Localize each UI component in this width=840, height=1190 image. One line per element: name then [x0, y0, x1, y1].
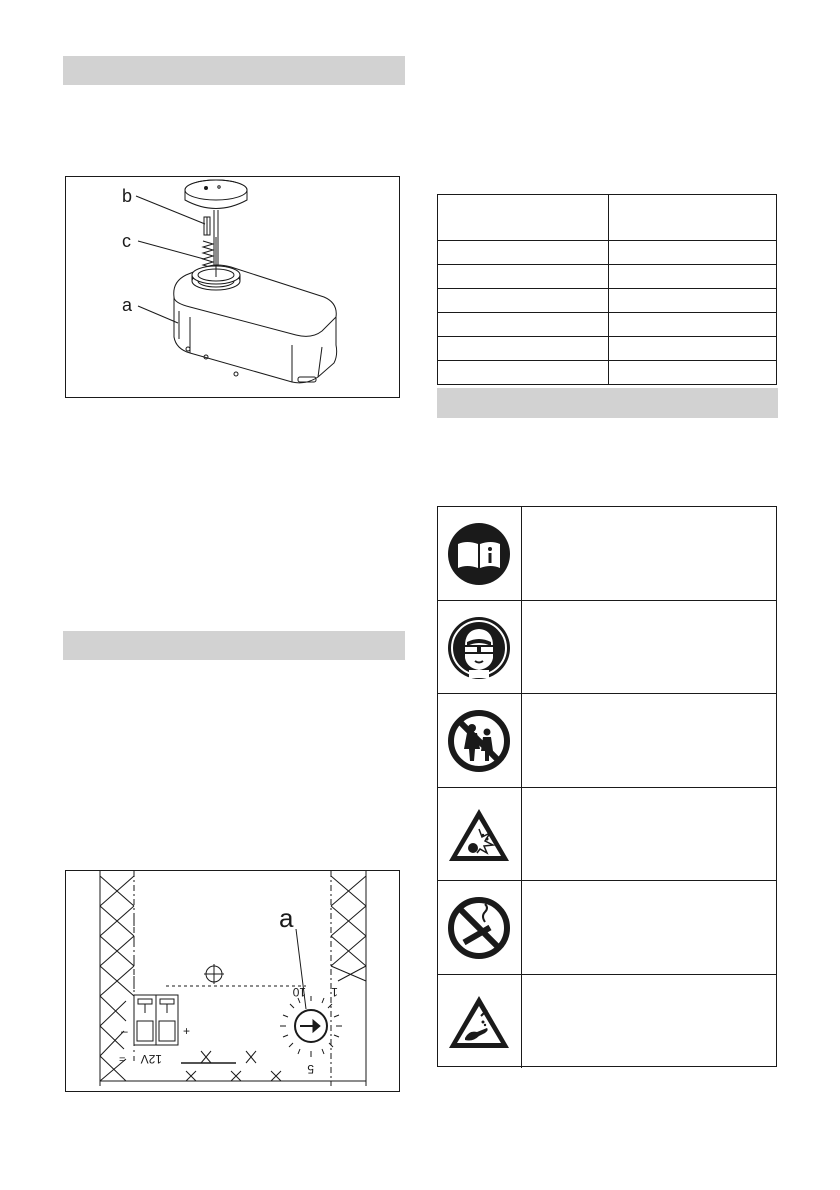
label-c: c — [122, 231, 131, 251]
dial-mark-10: 10 — [292, 985, 306, 999]
safety-symbols-table — [437, 506, 777, 1067]
safety-row — [438, 507, 776, 600]
no-smoking-icon — [447, 896, 511, 960]
reservoir-illustration — [66, 177, 399, 397]
reservoir-figure — [65, 176, 400, 398]
terminal-voltage: 12V — [140, 1052, 162, 1066]
specification-table — [437, 194, 777, 385]
table-cell — [609, 361, 777, 385]
safety-row — [438, 974, 776, 1068]
safety-text-cell — [522, 601, 776, 694]
table-cell — [609, 265, 777, 289]
icon-cell — [438, 975, 522, 1068]
wear-goggles-icon — [447, 616, 511, 680]
corrosive-warning-icon — [447, 990, 511, 1054]
table-cell — [609, 289, 777, 313]
icon-cell — [438, 601, 522, 694]
explosive-warning-icon — [447, 803, 511, 867]
table-cell — [609, 337, 777, 361]
terminal-minus: – — [121, 1024, 128, 1038]
section-header-bar-1 — [63, 56, 405, 85]
table-cell — [609, 241, 777, 265]
table-cell — [438, 337, 609, 361]
safety-row — [438, 600, 776, 694]
dial-mark-5: 5 — [307, 1062, 314, 1076]
table-cell — [609, 313, 777, 337]
icon-cell — [438, 788, 522, 881]
icon-cell — [438, 694, 522, 788]
terminal-plus: + — [183, 1024, 191, 1038]
table-cell — [438, 289, 609, 313]
icon-cell — [438, 507, 522, 600]
safety-text-cell — [522, 694, 776, 788]
read-manual-icon — [447, 522, 511, 586]
dial-mark-1: 1 — [331, 985, 338, 999]
safety-text-cell — [522, 881, 776, 975]
table-cell — [438, 361, 609, 385]
safety-row — [438, 693, 776, 788]
safety-row — [438, 880, 776, 975]
section-header-bar-2 — [63, 631, 405, 660]
safety-row — [438, 787, 776, 881]
safety-text-cell — [522, 788, 776, 881]
terminal-dc: = — [119, 1054, 126, 1066]
label-b: b — [122, 186, 133, 206]
table-cell — [438, 195, 609, 241]
keep-children-away-icon — [447, 709, 511, 773]
panel-label-a: a — [279, 903, 294, 933]
control-panel-figure — [65, 870, 400, 1092]
control-panel-illustration — [66, 871, 399, 1091]
table-cell — [438, 313, 609, 337]
icon-cell — [438, 881, 522, 975]
table-cell — [438, 265, 609, 289]
safety-text-cell — [522, 507, 776, 600]
label-a: a — [122, 295, 133, 315]
safety-text-cell — [522, 975, 776, 1068]
table-cell — [609, 195, 777, 241]
section-header-bar-3 — [437, 388, 778, 418]
table-cell — [438, 241, 609, 265]
